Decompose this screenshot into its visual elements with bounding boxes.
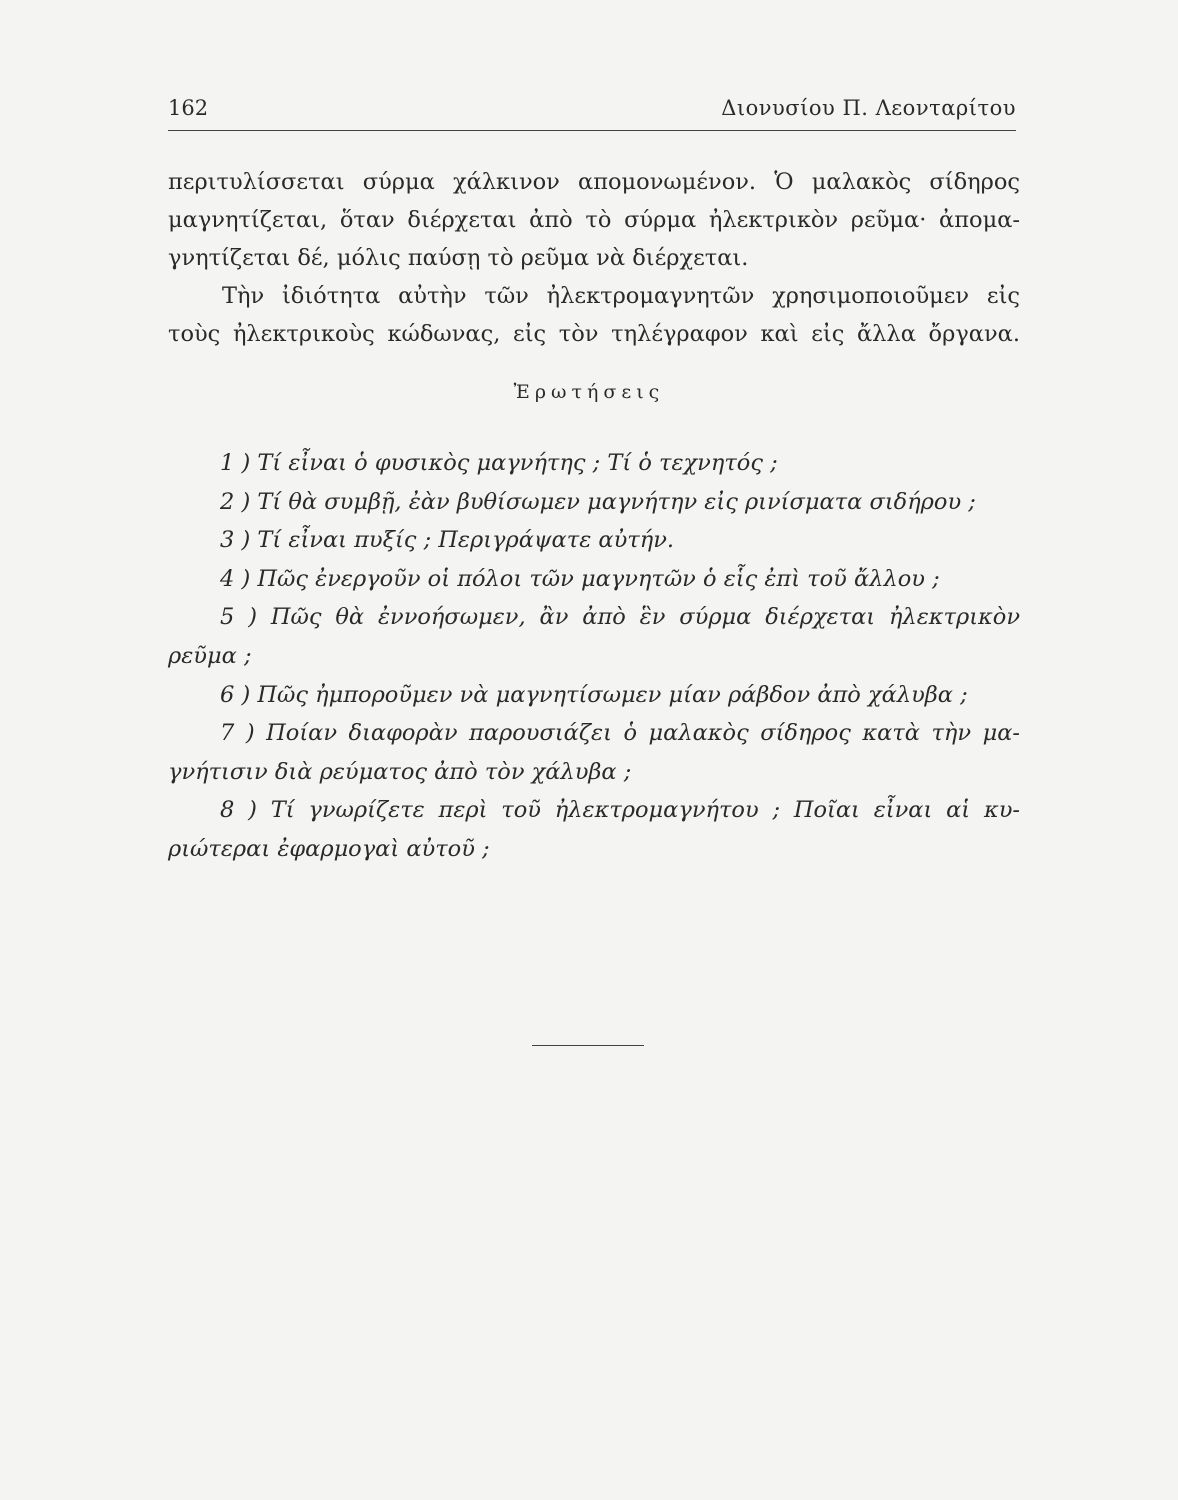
question-number: 2 ) (220, 488, 251, 515)
question-text: Πῶς ἠμποροῦμεν νὰ μαγνητίσωμεν μίαν ράβδον ἀπὸ χάλυβα ; (257, 681, 968, 708)
question-number: 3 ) (220, 527, 251, 554)
question-number: 7 ) (220, 720, 255, 747)
question-text: Τί εἶναι ὁ φυσικὸς μαγνήτης ; Τί ὁ τεχνητός ; (257, 450, 778, 476)
question-text: Τί θὰ συμβῇ, ἐὰν βυθίσωμεν μαγνήτην εἰς ρινίσματα σιδήρου ; (257, 488, 976, 515)
questions-heading: Ἐρωτήσεις (513, 381, 665, 403)
question-number: 6 ) (220, 681, 251, 708)
question-number: 1 ) (220, 450, 251, 476)
question-text: Ποίαν διαφορὰν παρουσιάζει ὁ μαλακὸς σίδηρος κατὰ τὴν μα- (266, 720, 1021, 747)
question-text: Πῶς ἐνεργοῦν οἱ πόλοι τῶν μαγνητῶν ὁ εἷς ἐπὶ τοῦ ἄλλου ; (257, 565, 940, 592)
page-header (168, 90, 1016, 131)
question-item (168, 560, 1020, 599)
question-number: 5 ) (220, 604, 257, 631)
question-item (168, 598, 1020, 675)
question-number: 8 ) (220, 797, 257, 824)
paragraph-line: τοὺς ἠλεκτρικοὺς κώδωνας, εἰς τὸν τηλέγραφον καὶ εἰς ἄλλα ὄργανα. (168, 321, 1020, 347)
question-text-continued: ρεῦμα ; (168, 642, 252, 669)
section-divider (532, 1045, 644, 1046)
question-item (168, 444, 1020, 483)
question-text: Πῶς θὰ ἐννοήσωμεν, ἂν ἀπὸ ἓν σύρμα διέρχεται ἠλεκτρικὸν (270, 604, 1021, 631)
question-text-continued: γνήτισιν διὰ ρεύματος ἀπὸ τὸν χάλυβα ; (168, 758, 632, 785)
questions-list (168, 444, 1020, 869)
question-text: Τί εἶναι πυξίς ; Περιγράψατε αὐτήν. (257, 527, 675, 554)
question-text: Τί γνωρίζετε περὶ τοῦ ἠλεκτρομαγνήτου ; Ποῖαι εἶναι αἱ κυ- (270, 797, 1020, 824)
question-item (168, 521, 1020, 560)
question-item (168, 676, 1020, 715)
question-text-continued: ριώτεραι ἐφαρμογαὶ αὐτοῦ ; (168, 835, 490, 862)
paragraph-line: περιτυλίσσεται σύρμα χάλκινον απομονωμένον. Ὁ μαλακὸς σίδηρος (168, 169, 1020, 195)
question-item (168, 714, 1020, 791)
paragraph-line: μαγνητίζεται, ὅταν διέρχεται ἀπὸ τὸ σύρμα ἠλεκτρικὸν ρεῦμα· ἀπομα- (168, 207, 1020, 233)
paragraph-line: γνητίζεται δέ, μόλις παύσῃ τὸ ρεῦμα νὰ διέρχεται. (168, 245, 749, 271)
paragraph-line: Τὴν ἰδιότητα αὐτὴν τῶν ἠλεκτρομαγνητῶν χρησιμοποιοῦμεν εἰς (222, 283, 1020, 309)
question-item (168, 791, 1020, 868)
body-paragraph (168, 163, 1020, 353)
page-number: 162 (168, 96, 209, 120)
running-head: Διονυσίου Π. Λεονταρίτου (721, 96, 1016, 120)
question-number: 4 ) (220, 565, 251, 592)
question-item (168, 483, 1020, 522)
